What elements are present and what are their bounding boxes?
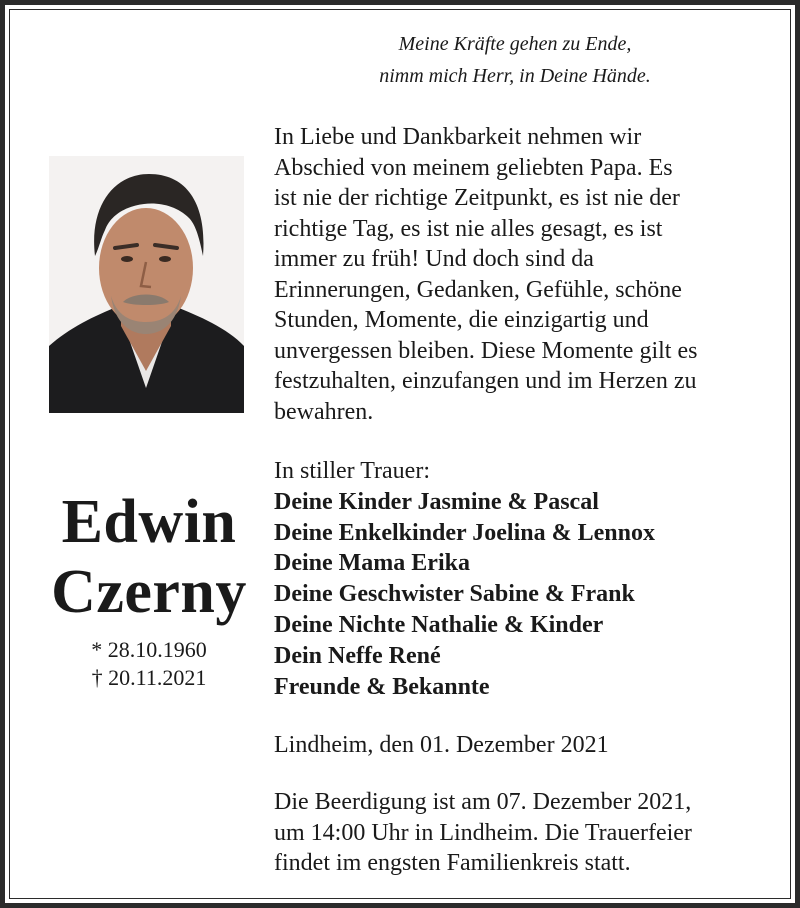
funeral-line: Die Beerdigung ist am 07. Dezember 2021,: [274, 789, 692, 815]
verse: [270, 28, 760, 92]
birth-date: * 28.10.1960: [91, 637, 207, 662]
mourner-line: Deine Kinder Jasmine & Pascal: [274, 488, 599, 515]
mourners-list: [274, 456, 774, 702]
intro-line: bewahren.: [274, 398, 374, 425]
funeral-notice: [274, 787, 774, 879]
deceased-last-name: Czerny: [51, 558, 247, 626]
death-date: † 20.11.2021: [91, 665, 207, 690]
intro-line: ist nie der richtige Zeitpunkt, es ist nie der: [274, 185, 680, 211]
mourner-line: Deine Enkelkinder Joelina & Lennox: [274, 519, 655, 546]
intro-line: Abschied von meinem geliebten Papa. Es: [274, 154, 673, 181]
funeral-line: findet im engsten Familienkreis statt.: [274, 850, 631, 876]
intro-line: immer zu früh! Und doch sind da: [274, 246, 594, 272]
mourner-line: Dein Neffe René: [274, 642, 441, 669]
intro-text: [274, 122, 774, 427]
intro-line: Stunden, Momente, die einzigartig und: [274, 307, 649, 333]
portrait-illustration: [49, 156, 244, 413]
intro-line: Erinnerungen, Gedanken, Gefühle, schöne: [274, 276, 682, 303]
mourner-line: Freunde & Bekannte: [274, 673, 490, 700]
intro-line: festzuhalten, einzufangen und im Herzen zu: [274, 368, 697, 394]
mourners-heading: In stiller Trauer:: [274, 458, 430, 484]
portrait-photo: [49, 156, 244, 413]
intro-line: In Liebe und Dankbarkeit nehmen wir: [274, 124, 642, 150]
intro-line: richtige Tag, es ist nie alles gesagt, es ist: [274, 215, 663, 242]
mourner-line: Deine Nichte Nathalie & Kinder: [274, 611, 604, 638]
intro-line: unvergessen bleiben. Diese Momente gilt es: [274, 337, 698, 364]
mourner-line: Deine Mama Erika: [274, 550, 470, 577]
place-and-date: Lindheim, den 01. Dezember 2021: [274, 732, 609, 758]
deceased-first-name: Edwin: [61, 488, 237, 556]
funeral-line: um 14:00 Uhr in Lindheim. Die Trauerfeier: [274, 819, 692, 846]
verse-line: nimm mich Herr, in Deine Hände.: [379, 65, 651, 87]
mourner-line: Deine Geschwister Sabine & Frank: [274, 581, 635, 608]
life-dates: [30, 636, 268, 692]
verse-line: Meine Kräfte gehen zu Ende,: [398, 33, 632, 55]
